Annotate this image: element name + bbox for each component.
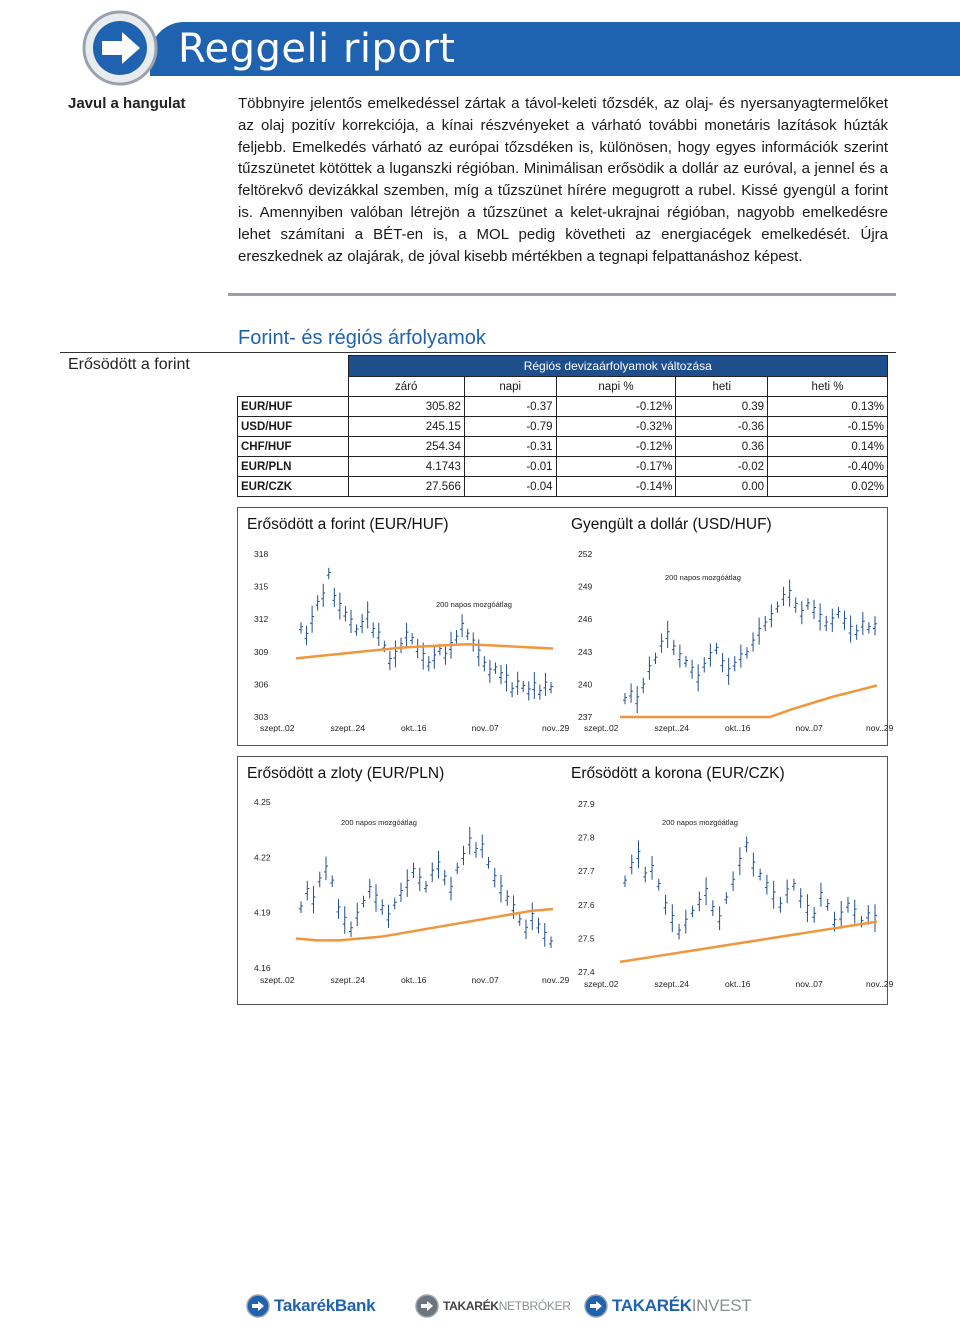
table-row [238, 437, 888, 457]
logo-text: Takarék [274, 1296, 335, 1315]
chart-title-eurczk: Erősödött a korona (EUR/CZK) [571, 765, 785, 782]
table-row [238, 477, 888, 497]
table-row [238, 417, 888, 437]
y-tick-label: 312 [254, 614, 269, 625]
moving-average-label: 200 napos mozgóátlag [662, 818, 738, 827]
col-header: napi [464, 377, 556, 397]
cell: -0.32% [556, 417, 676, 437]
pair-name: EUR/CZK [238, 477, 349, 497]
chart-usdhuf [570, 542, 894, 738]
y-tick-label: 318 [254, 549, 269, 559]
intro-side-label: Javul a hangulat [68, 95, 186, 112]
x-tick-label: okt..16 [725, 979, 751, 989]
takarek-arrow-icon [584, 1294, 608, 1318]
footer-logos [0, 1285, 960, 1325]
fx-section-rule [60, 352, 896, 353]
moving-average-label: 200 napos mozgóátlag [665, 573, 741, 582]
y-tick-label: 27.7 [578, 866, 595, 877]
x-tick-label: okt..16 [401, 723, 427, 733]
cell: -0.40% [768, 457, 888, 477]
fx-table-header [238, 377, 888, 397]
col-header: záró [348, 377, 464, 397]
cell: -0.37 [464, 397, 556, 417]
x-tick-label: szept..24 [654, 723, 689, 733]
y-tick-label: 252 [578, 549, 593, 559]
y-tick-label: 27.9 [578, 799, 595, 809]
report-title: Reggeli riport [178, 26, 456, 72]
y-tick-label: 309 [254, 646, 269, 657]
cell: -0.14% [556, 477, 676, 497]
col-header: heti % [768, 377, 888, 397]
cell: -0.04 [464, 477, 556, 497]
logo-text: NETBRÓKER [498, 1299, 571, 1313]
y-tick-label: 27.5 [578, 933, 595, 944]
takareknetbroker-logo [415, 1293, 571, 1319]
table-row [238, 457, 888, 477]
y-tick-label: 4.19 [254, 907, 271, 918]
pair-name: CHF/HUF [238, 437, 349, 457]
x-tick-label: okt..16 [401, 975, 427, 985]
y-tick-label: 27.4 [578, 967, 595, 977]
chart-title-eurpln: Erősödött a zloty (EUR/PLN) [247, 765, 445, 782]
chart-eurpln [246, 790, 570, 996]
cell: -0.31 [464, 437, 556, 457]
cell: 254.34 [348, 437, 464, 457]
logo-text: TAKARÉK [443, 1299, 499, 1313]
col-header: napi % [556, 377, 676, 397]
cell: -0.36 [676, 417, 768, 437]
takarek-arrow-icon [415, 1294, 439, 1318]
x-tick-label: nov..29 [866, 979, 894, 989]
x-tick-label: nov..07 [795, 723, 823, 733]
x-tick-label: szept..02 [260, 975, 295, 985]
y-tick-label: 306 [254, 679, 269, 690]
chart-eurhuf [246, 542, 570, 738]
x-tick-label: nov..29 [542, 975, 570, 985]
x-tick-label: szept..02 [260, 723, 295, 733]
moving-average-line [620, 922, 877, 962]
y-tick-label: 243 [578, 646, 593, 657]
report-header [0, 0, 960, 80]
takarekbank-logo [246, 1293, 375, 1319]
cell: 0.13% [768, 397, 888, 417]
cell: -0.79 [464, 417, 556, 437]
cell: -0.12% [556, 397, 676, 417]
takarekinvest-logo [584, 1293, 751, 1319]
cell: 4.1743 [348, 457, 464, 477]
chart-title-usdhuf: Gyengült a dollár (USD/HUF) [571, 516, 772, 533]
y-tick-label: 27.8 [578, 832, 595, 843]
logo-text: TAKARÉK [612, 1296, 692, 1315]
pair-name: USD/HUF [238, 417, 349, 437]
chart-eurczk [570, 790, 894, 996]
cell: -0.12% [556, 437, 676, 457]
cell: 0.39 [676, 397, 768, 417]
y-tick-label: 303 [254, 712, 269, 722]
intro-paragraph: Többnyire jelentős emelkedéssel zártak a távol-keleti tőzsdék, az olaj- és nyersanyagtermelőket az olaj pozitív korrekciója, a kínai részvényeket a várható további monetáris lazítások húzták feljebb. Emelkedés várható az európai tőzsdéken is, különösen, hogy egyes információk szerint tűzszünetet kötöttek a luganszki régióban. Minimálisan erősödik a dollár az euróval, a jennel és a feltörekvő devizákkal szemben, míg a tűzszünet hírére megugrott a rubel. Kissé gyengül a forint is. Amennyiben valóban létrejön a tűzszünet a kelet-ukrajnai régióban, nagyobb emelkedésre lehet számítani a BÉT-en is, a MOL pedig követheti az energiacégek emelkedését. Újra ereszkednek az olajárak, de jóval kisebb mértékben a tegnapi felpattanáshoz képest. [238, 95, 888, 265]
moving-average-label: 200 napos mozgóátlag [436, 600, 512, 609]
cell: 0.14% [768, 437, 888, 457]
x-tick-label: nov..29 [542, 723, 570, 733]
y-tick-label: 240 [578, 679, 593, 690]
takarek-arrow-icon [246, 1294, 270, 1318]
arrow-logo-icon [80, 8, 160, 88]
section-divider [228, 293, 896, 296]
y-tick-label: 27.6 [578, 899, 595, 910]
x-tick-label: szept..24 [330, 975, 365, 985]
cell: -0.17% [556, 457, 676, 477]
x-tick-label: nov..29 [866, 723, 894, 733]
y-tick-label: 4.16 [254, 963, 271, 973]
cell: -0.02 [676, 457, 768, 477]
y-tick-label: 4.25 [254, 797, 271, 807]
y-tick-label: 315 [254, 581, 269, 592]
logo-text: Bank [334, 1296, 376, 1315]
chart-title-eurhuf: Erősödött a forint (EUR/HUF) [247, 516, 449, 533]
x-tick-label: szept..24 [654, 979, 689, 989]
fx-rates-table [237, 355, 888, 497]
x-tick-label: szept..24 [330, 723, 365, 733]
moving-average-line [296, 909, 553, 940]
y-tick-label: 246 [578, 614, 593, 625]
cell: 27.566 [348, 477, 464, 497]
cell: 305.82 [348, 397, 464, 417]
x-tick-label: nov..07 [471, 723, 499, 733]
cell: 0.36 [676, 437, 768, 457]
x-tick-label: szept..02 [584, 723, 619, 733]
x-tick-label: okt..16 [725, 723, 751, 733]
y-tick-label: 249 [578, 581, 593, 592]
cell: -0.01 [464, 457, 556, 477]
pair-name: EUR/HUF [238, 397, 349, 417]
y-tick-label: 237 [578, 712, 593, 722]
cell: 0.00 [676, 477, 768, 497]
cell: -0.15% [768, 417, 888, 437]
fx-table-caption: Régiós devizaárfolyamok változása [348, 356, 888, 377]
table-row [238, 397, 888, 417]
logo-text: INVEST [691, 1296, 752, 1315]
fx-section-title: Forint- és régiós árfolyamok [238, 327, 486, 349]
pair-name: EUR/PLN [238, 457, 349, 477]
x-tick-label: nov..07 [471, 975, 499, 985]
x-tick-label: szept..02 [584, 979, 619, 989]
col-header: heti [676, 377, 768, 397]
x-tick-label: nov..07 [795, 979, 823, 989]
y-tick-label: 4.22 [254, 852, 271, 863]
moving-average-line [296, 644, 553, 658]
moving-average-label: 200 napos mozgóátlag [341, 818, 417, 827]
fx-side-label: Erősödött a forint [68, 356, 190, 373]
cell: 0.02% [768, 477, 888, 497]
cell: 245.15 [348, 417, 464, 437]
moving-average-line [620, 685, 877, 717]
